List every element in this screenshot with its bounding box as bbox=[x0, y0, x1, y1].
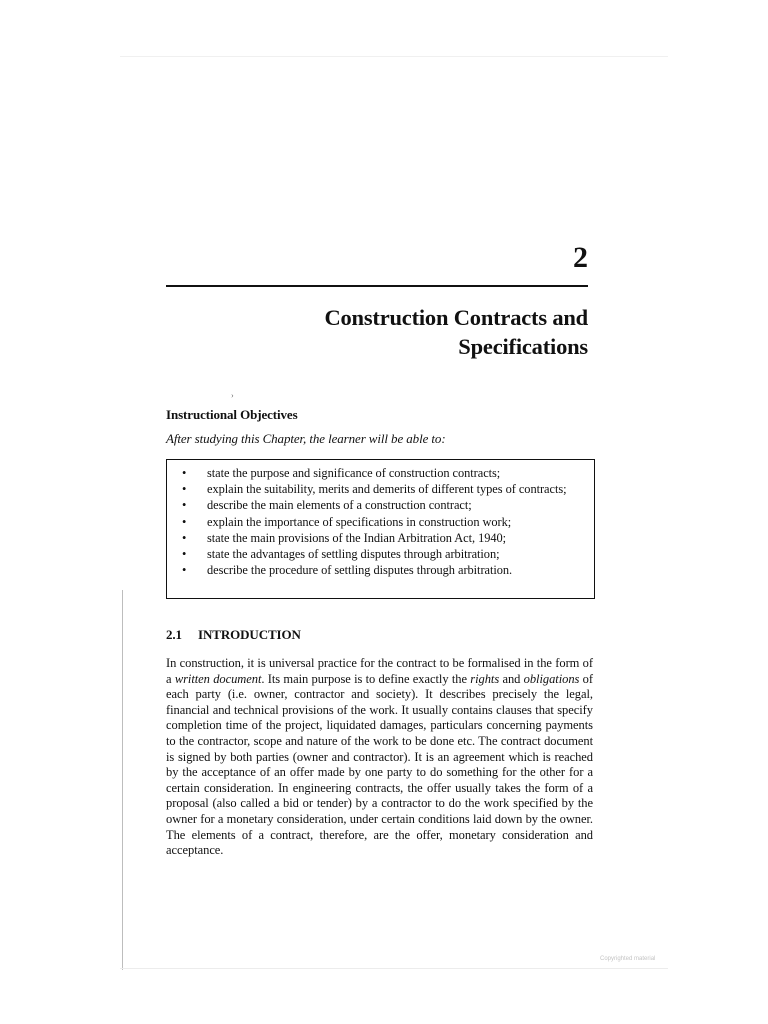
introduction-paragraph: In construction, it is universal practice for the contract to be formalised in the form of a written document. Its main purpose is to define exactly the rights and obligations of each party (i.e. owner, contractor and society). It describes precisely the legal, financial and technical provisions of the work. It usually contains clauses that specify completion time of the project, liquidated damages, particulars concerning payments to the contractor, scope and nature of the work to be done etc. The contract document is signed by both parties (owner and contractor). It is an agreement which is reached by the acceptance of an offer made by one party to do something for the other for a certain consideration. In engineering contracts, the offer usually takes the form of a proposal (also called a bid or tender) by a contractor to do the work specified by the owner for a monetary consideration, under certain conditions laid down by the owner. The elements of a contract, therefore, are the offer, monetary consideration and acceptance. bbox=[166, 656, 593, 858]
objective-item: • state the advantages of settling disputes through arbitration; bbox=[182, 547, 500, 562]
chapter-title-line2: Specifications bbox=[458, 334, 588, 359]
copyright-watermark: Copyrighted material bbox=[600, 956, 656, 962]
chapter-title-line1: Construction Contracts and bbox=[324, 305, 588, 330]
bullet-icon: • bbox=[182, 514, 187, 529]
scan-edge-left bbox=[122, 590, 123, 970]
stray-mark: › bbox=[231, 391, 234, 400]
objective-item: • describe the main elements of a construction contract; bbox=[182, 498, 472, 513]
objectives-box bbox=[166, 459, 595, 599]
bullet-icon: • bbox=[182, 563, 187, 578]
section-number: 2.1 bbox=[166, 627, 182, 642]
chapter-rule bbox=[166, 285, 588, 287]
bullet-icon: • bbox=[182, 498, 187, 513]
objective-item: • state the main provisions of the Indian Arbitration Act, 1940; bbox=[182, 530, 507, 545]
objective-item: • explain the suitability, merits and demerits of different types of contracts; bbox=[182, 482, 567, 497]
bullet-icon: • bbox=[182, 530, 187, 545]
section-title: INTRODUCTION bbox=[198, 627, 301, 642]
objectives-intro: After studying this Chapter, the learner will be able to: bbox=[166, 431, 446, 446]
bullet-icon: • bbox=[182, 547, 187, 562]
chapter-title bbox=[168, 303, 588, 361]
bullet-icon: • bbox=[182, 466, 187, 480]
objective-item: • explain the importance of specifications in construction work; bbox=[182, 514, 512, 529]
chapter-number: 2 bbox=[573, 241, 588, 274]
objectives-heading: Instructional Objectives bbox=[166, 407, 298, 422]
objectives-list bbox=[182, 465, 578, 578]
objective-item: • state the purpose and significance of construction contracts; bbox=[182, 466, 501, 480]
section-heading bbox=[166, 627, 301, 643]
scan-edge-top bbox=[120, 56, 668, 57]
objective-item: • describe the procedure of settling disputes through arbitration. bbox=[182, 563, 513, 578]
bullet-icon: • bbox=[182, 482, 187, 497]
scan-edge-bottom bbox=[120, 968, 668, 969]
